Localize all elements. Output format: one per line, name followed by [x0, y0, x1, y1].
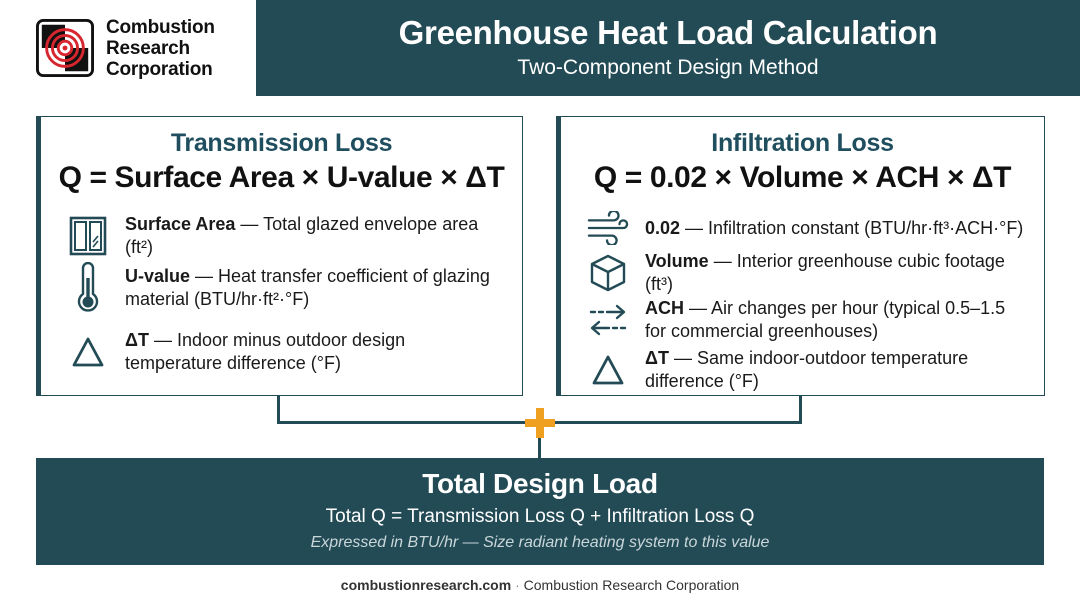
total-title: Total Design Load	[422, 468, 658, 499]
footer-site-link[interactable]: combustionresearch.com	[340, 577, 512, 593]
connector-down	[538, 438, 541, 459]
infiltration-title: Infiltration Loss	[711, 129, 894, 157]
infiltration-delta-t-term: ΔT	[645, 348, 669, 368]
infiltration-item-delta-t	[587, 347, 1025, 393]
infiltration-formula: Q = 0.02 × Volume × ACH × ΔT	[593, 161, 1012, 194]
page-title: Greenhouse Heat Load Calculation	[398, 14, 938, 51]
total-formula: Total Q = Transmission Loss Q + Infiltration Loss Q	[325, 506, 755, 527]
thermometer-icon	[67, 267, 109, 309]
brand-line-2: Research	[106, 37, 190, 59]
infiltration-delta-t-desc: — Same indoor-outdoor temperature difference (°F)	[645, 348, 969, 391]
cube-icon	[587, 252, 629, 294]
volume-desc: — Interior greenhouse cubic footage (ft³)	[645, 251, 1005, 294]
footer-company: Combustion Research Corporation	[523, 577, 740, 593]
brand-line-1: Combustion	[106, 16, 215, 38]
brand-line-3: Corporation	[106, 58, 213, 80]
transmission-item-surface-area	[67, 213, 505, 259]
infiltration-item-constant	[587, 207, 1025, 249]
brand-name	[106, 17, 215, 80]
delta-t-term: ΔT	[125, 330, 149, 350]
connector-left-vertical	[277, 396, 280, 424]
constant-term: 0.02	[645, 217, 681, 238]
infiltration-item-volume	[587, 250, 1025, 296]
connector-right-vertical	[799, 396, 802, 424]
infiltration-loss-panel	[556, 116, 1045, 396]
plus-icon	[524, 407, 556, 439]
transmission-formula: Q = Surface Area × U-value × ΔT	[58, 161, 505, 194]
volume-term: Volume	[645, 251, 709, 271]
brand-logo	[36, 18, 246, 78]
footer-separator: ·	[511, 577, 524, 593]
air-exchange-icon	[587, 299, 629, 341]
ach-term: ACH	[645, 298, 684, 318]
footer	[0, 577, 1080, 593]
delta-icon	[67, 331, 109, 373]
transmission-item-u-value	[67, 265, 505, 311]
transmission-item-delta-t	[67, 329, 505, 375]
u-value-term: U-value	[125, 266, 191, 286]
total-design-load-band	[36, 458, 1044, 565]
infiltration-item-ach	[587, 297, 1025, 343]
ach-desc: — Air changes per hour (typical 0.5–1.5 for commercial greenhouses)	[645, 298, 1006, 341]
u-value-desc: — Heat transfer coefficient of glazing material (BTU/hr·ft²·°F)	[125, 266, 490, 309]
connector-left-horizontal	[277, 421, 526, 424]
window-icon	[67, 215, 109, 257]
transmission-loss-panel	[36, 116, 523, 396]
delta-icon	[587, 349, 629, 391]
surface-area-desc: — Total glazed envelope area (ft²)	[125, 214, 479, 257]
wind-icon	[587, 207, 629, 249]
delta-t-desc: — Indoor minus outdoor design temperature difference (°F)	[125, 330, 406, 373]
page-subtitle: Two-Component Design Method	[517, 56, 819, 79]
title-band	[256, 0, 1080, 96]
connector-right-horizontal	[554, 421, 802, 424]
crc-logo-icon	[36, 19, 94, 77]
constant-desc: — Infiltration constant (BTU/hr·ft³·ACH·°F)	[680, 217, 1024, 238]
transmission-title: Transmission Loss	[170, 129, 393, 157]
surface-area-term: Surface Area	[125, 214, 236, 234]
total-note: Expressed in BTU/hr — Size radiant heating system to this value	[310, 534, 770, 551]
